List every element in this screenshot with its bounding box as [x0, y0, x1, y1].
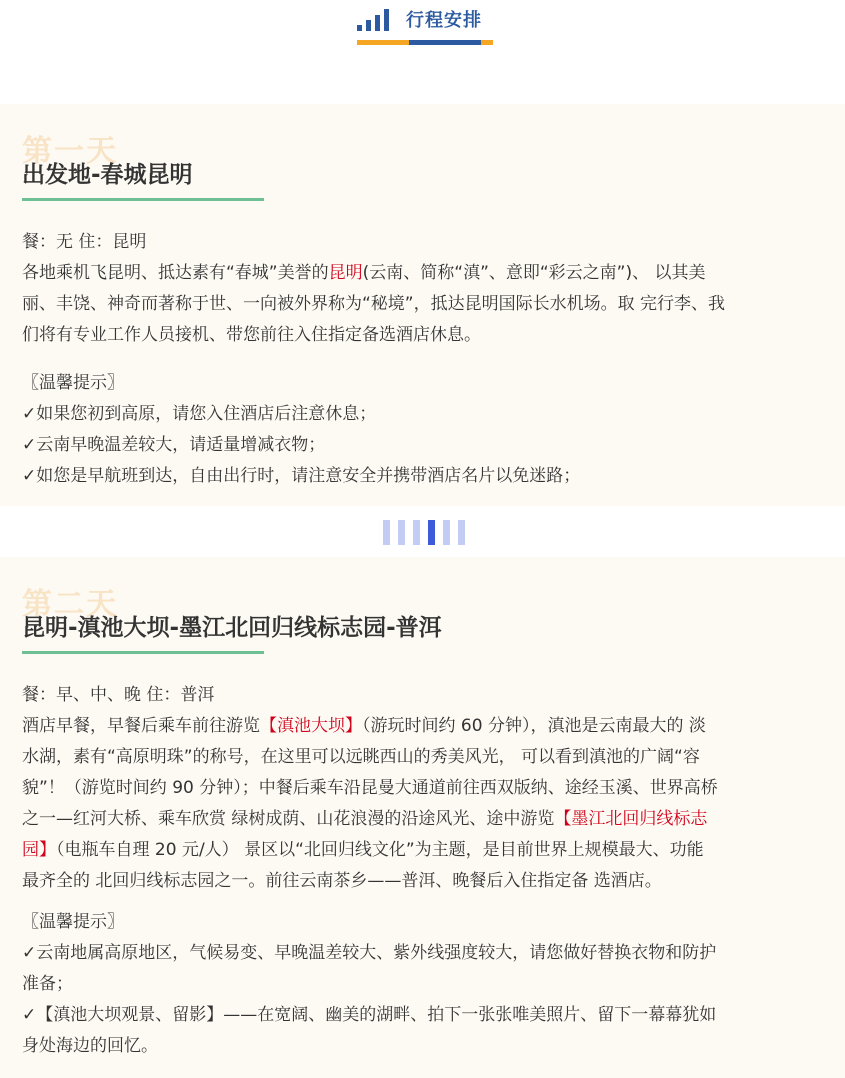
description-line: 最齐全的 北回归线标志园之一。前往云南茶乡——普洱、晚餐后入住指定备 选酒店。 [22, 871, 662, 891]
tip-item: ✓如果您初到高原，请您入住酒店后注意休息； [22, 404, 377, 424]
day-title: 出发地-春城昆明 [22, 162, 193, 188]
tips-heading: 〖温馨提示〗 [22, 373, 124, 393]
header-accent-bar [409, 40, 481, 45]
title-divider [22, 198, 264, 201]
day-watermark: 第一天 [22, 134, 118, 169]
tip-item: 准备； [22, 974, 73, 994]
meals-lodging: 餐：无 住：昆明 [22, 232, 147, 252]
tip-item: ✓如您是早航班到达，自由出行时，请注意安全并携带酒店名片以免迷路； [22, 466, 581, 486]
description-line: 园】（电瓶车自理 20 元/人） 景区以“北回归线文化”为主题，是目前世界上规模最大、功能 [22, 840, 704, 860]
bar-chart-icon [357, 9, 391, 31]
highlight-place: 园】 [22, 840, 56, 860]
section-title: 行程安排 [406, 10, 482, 31]
description-line: 酒店早餐，早餐后乘车前往游览【滇池大坝】（游玩时间约 60 分钟），滇池是云南最大的 淡 [22, 716, 706, 736]
highlight-place: 【滇池大坝】 [260, 716, 362, 736]
day-card-2 [0, 557, 845, 1078]
day-card-1 [0, 104, 845, 506]
tips-heading: 〖温馨提示〗 [22, 912, 124, 932]
tip-item: ✓云南地属高原地区，气候易变、早晚温差较大、紫外线强度较大，请您做好替换衣物和防护 [22, 943, 717, 963]
description-line: 各地乘机飞昆明、抵达素有“春城”美誉的昆明(云南、简称“滇”、意即“彩云之南”)、 以其美 [22, 263, 706, 283]
description-line: 之一—红河大桥、乘车欣赏 绿树成荫、山花浪漫的沿途风光、途中游览【墨江北回归线标志 [22, 809, 708, 829]
day-title: 昆明-滇池大坝-墨江北回归线标志园-普洱 [22, 615, 442, 641]
highlight-place: 昆明 [328, 263, 363, 283]
header-accent-bar [481, 40, 493, 45]
description-line: 们将有专业工作人员接机、带您前往入住指定备选酒店休息。 [22, 325, 481, 345]
description-line: 貌”！（游览时间约 90 分钟）；中餐后乘车沿昆曼大通道前往西双版纳、途经玉溪、世界高桥 [22, 778, 718, 798]
description-line: 丽、丰饶、神奇而著称于世、一向被外界称为“秘境”，抵达昆明国际长水机场。取 完行李、我 [22, 294, 726, 314]
tip-item: ✓云南早晚温差较大，请适量增减衣物； [22, 435, 326, 455]
section-header [0, 0, 845, 50]
title-divider [22, 651, 264, 654]
meals-lodging: 餐：早、中、晚 住：普洱 [22, 685, 215, 705]
tip-item: ✓【滇池大坝观景、留影】——在宽阔、幽美的湖畔、拍下一张张唯美照片、留下一幕幕犹如 [22, 1005, 717, 1025]
header-accent-bar [357, 40, 409, 45]
description-line: 水湖，素有“高原明珠”的称号，在这里可以远眺西山的秀美风光， 可以看到滇池的广阔“容 [22, 747, 700, 767]
highlight-place: 【墨江北回归线标志 [554, 809, 708, 829]
day-watermark: 第二天 [22, 587, 118, 622]
tip-item: 身处海边的回忆。 [22, 1036, 158, 1056]
section-divider [383, 520, 467, 545]
